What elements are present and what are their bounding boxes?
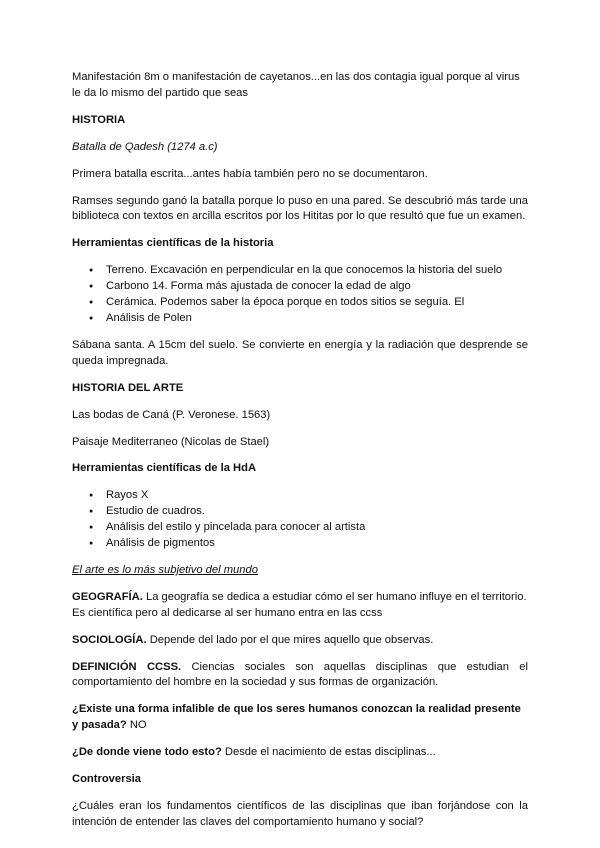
section-heading-arte: HISTORIA DEL ARTE [72,381,184,394]
sociologia-label: SOCIOLOGÍA. [72,633,147,646]
section-heading-historia: HISTORIA [72,113,126,126]
artwork-bodas: Las bodas de Caná (P. Veronese. 1563) [72,408,271,421]
tools-history-list [72,263,528,327]
paragraph-ramses: Ramses segundo ganó la batalla porque lo puso en una pared. Se descubrió más tarde una biblioteca con textos en arcilla escritos por los Hititas por lo que resultó que fue un examen. [72,194,528,223]
question-infalible [72,702,528,734]
definicion-label: DEFINICIÓN CCSS. [72,660,182,673]
list-item: ● Terreno. Excavación en perpendicular en la que conocemos la historia del suelo [106,263,528,279]
paragraph-definicion [72,660,528,692]
list-item: ● Análisis de pigmentos [106,536,528,552]
subheading-tools-history: Herramientas científicas de la historia [72,237,274,250]
paragraph-geografia [72,590,528,622]
paragraph-sabana: Sábana santa. A 15cm del suelo. Se convierte en energía y la radiación que desprende se queda impregnada. [72,338,528,367]
battle-title: Batalla de Qadesh (1274 a.c) [72,140,218,153]
list-item: ● Análisis del estilo y pincelada para conocer al artista [106,520,528,536]
artwork-paisaje: Paisaje Mediterraneo (Nicolas de Stael) [72,435,270,448]
list-item: ● Estudio de cuadros. [106,504,528,520]
paragraph-first-battle: Primera batalla escrita...antes había también pero no se documentaron. [72,167,428,180]
list-item: ● Análisis de Polen [106,311,528,327]
paragraph-final-question: ¿Cuáles eran los fundamentos científicos de las disciplinas que iban forjándose con la intención de entender las claves del comportamiento humano y social? [72,800,528,828]
question-origen-label: ¿De donde viene todo esto? [72,746,222,759]
art-subjective-note: El arte es lo más subjetivo del mundo [72,563,258,576]
tools-hda-list [72,488,528,552]
paragraph-sociologia [72,633,528,649]
subheading-tools-hda: Herramientas científicas de la HdA [72,462,257,475]
question-infalible-label: ¿Existe una forma infalible de que los seres humanos conozcan la realidad presente y pasada? [72,703,521,732]
geografia-label: GEOGRAFÍA. [72,590,143,603]
question-origen-answer: Desde el nacimiento de estas disciplinas... [221,746,436,759]
question-origen [72,745,528,761]
definicion-text: Ciencias sociales son aquellas disciplinas que estudian el comportamiento del hombre en la sociedad y sus formas de organización. [72,660,528,689]
list-item: ● Carbono 14. Forma más ajustada de conocer la edad de algo [106,279,528,295]
list-item: ● Rayos X [106,488,528,504]
intro-paragraph: Manifestación 8m o manifestación de cayetanos...en las dos contagia igual porque al virus le da lo mismo del partido que seas [72,71,520,99]
sociologia-text: Depende del lado por el que mires aquello que observas. [146,633,434,646]
geografia-text: La geografía se dedica a estudiar cómo el ser humano influye en el territorio. Es científica pero al dedicarse al ser humano entra en las ccss [72,590,527,619]
list-item: ● Cerámica. Podemos saber la época porque en todos sitios se seguía. El [106,295,528,311]
subheading-controversia: Controversia [72,773,142,786]
question-infalible-answer: NO [126,719,147,732]
